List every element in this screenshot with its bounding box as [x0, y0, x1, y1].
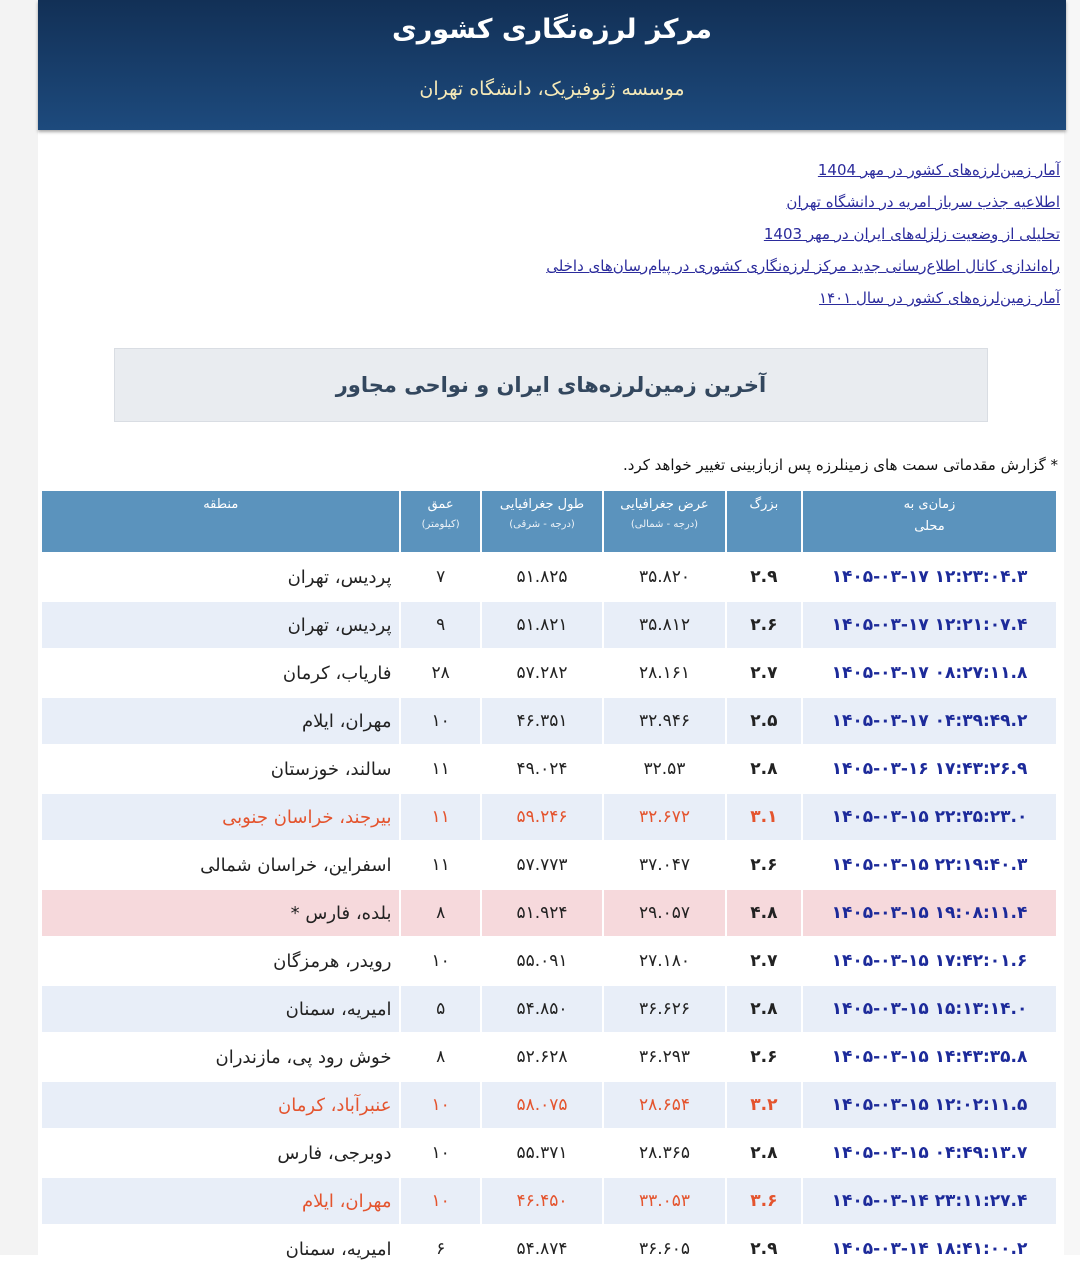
region-cell: پردیس، تهران: [42, 602, 399, 648]
latitude-cell: ۲۸.۶۵۴: [604, 1082, 724, 1128]
event-time-cell: ۱۴۰۵-۰۳-۱۷ ۱۲:۲۳:۰۴.۳: [803, 554, 1056, 600]
col-header-time: زمان‌ی به محلی: [803, 491, 1056, 552]
table-row[interactable]: [42, 794, 1056, 840]
depth-cell: ۹: [401, 602, 479, 648]
table-row[interactable]: [42, 842, 1056, 888]
region-cell: امیریه، سمنان: [42, 1226, 399, 1272]
region-cell: فاریاب، کرمان: [42, 650, 399, 696]
longitude-cell: ۴۶.۴۵۰: [482, 1178, 602, 1224]
magnitude-cell: ۲.۹: [727, 1226, 801, 1272]
right-margin: [1064, 0, 1080, 1255]
region-cell: مهران، ایلام: [42, 1178, 399, 1224]
site-header: [38, 0, 1066, 130]
table-row[interactable]: [42, 1226, 1056, 1272]
event-time-cell: ۱۴۰۵-۰۳-۱۷ ۱۲:۲۱:۰۷.۴: [803, 602, 1056, 648]
table-row[interactable]: [42, 746, 1056, 792]
earthquake-table-body: [42, 554, 1056, 1272]
longitude-cell: ۵۴.۸۵۰: [482, 986, 602, 1032]
event-time-cell: ۱۴۰۵-۰۳-۱۵ ۱۹:۰۸:۱۱.۴: [803, 890, 1056, 936]
table-header-row: [42, 491, 1056, 552]
event-time-cell: ۱۴۰۵-۰۳-۱۷ ۰۴:۳۹:۴۹.۲: [803, 698, 1056, 744]
region-cell: اسفراین، خراسان شمالی: [42, 842, 399, 888]
preliminary-note: * گزارش مقدماتی سمت های زمینلرزه پس ازبازبینی تغییر خواهد کرد.: [623, 456, 1058, 474]
table-row[interactable]: [42, 890, 1056, 936]
magnitude-cell: ۲.۷: [727, 938, 801, 984]
event-time-cell: ۱۴۰۵-۰۳-۱۴ ۱۸:۴۱:۰۰.۲: [803, 1226, 1056, 1272]
depth-cell: ۱۰: [401, 1130, 479, 1176]
table-row[interactable]: [42, 1082, 1056, 1128]
depth-cell: ۱۱: [401, 794, 479, 840]
site-title: مرکز لرزه‌نگاری کشوری: [392, 14, 712, 45]
left-margin: [0, 0, 38, 1255]
magnitude-cell: ۳.۶: [727, 1178, 801, 1224]
latitude-cell: ۲۷.۱۸۰: [604, 938, 724, 984]
depth-cell: ۵: [401, 986, 479, 1032]
latitude-cell: ۳۵.۸۲۰: [604, 554, 724, 600]
longitude-cell: ۵۲.۶۲۸: [482, 1034, 602, 1080]
region-cell: سالند، خوزستان: [42, 746, 399, 792]
latitude-cell: ۳۷.۰۴۷: [604, 842, 724, 888]
latitude-cell: ۲۹.۰۵۷: [604, 890, 724, 936]
col-header-region: منطقه: [42, 491, 399, 552]
latitude-cell: ۳۲.۹۴۶: [604, 698, 724, 744]
region-cell: پردیس، تهران: [42, 554, 399, 600]
magnitude-cell: ۲.۷: [727, 650, 801, 696]
depth-cell: ۲۸: [401, 650, 479, 696]
longitude-cell: ۵۱.۸۲۱: [482, 602, 602, 648]
longitude-cell: ۵۷.۲۸۲: [482, 650, 602, 696]
event-time-cell: ۱۴۰۵-۰۳-۱۵ ۱۵:۱۳:۱۴.۰: [803, 986, 1056, 1032]
main-content: [40, 130, 1064, 1260]
depth-cell: ۶: [401, 1226, 479, 1272]
table-row[interactable]: [42, 986, 1056, 1032]
longitude-cell: ۵۵.۳۷۱: [482, 1130, 602, 1176]
table-row[interactable]: [42, 1130, 1056, 1176]
event-time-cell: ۱۴۰۵-۰۳-۱۶ ۱۷:۴۳:۲۶.۹: [803, 746, 1056, 792]
depth-cell: ۱۰: [401, 1082, 479, 1128]
region-cell: خوش رود پی، مازندران: [42, 1034, 399, 1080]
latitude-cell: ۳۲.۶۷۲: [604, 794, 724, 840]
latitude-cell: ۳۳.۰۵۳: [604, 1178, 724, 1224]
event-time-cell: ۱۴۰۵-۰۳-۱۵ ۲۲:۳۵:۲۳.۰: [803, 794, 1056, 840]
latitude-cell: ۲۸.۱۶۱: [604, 650, 724, 696]
table-row[interactable]: [42, 602, 1056, 648]
region-cell: مهران، ایلام: [42, 698, 399, 744]
depth-cell: ۸: [401, 890, 479, 936]
col-header-latitude: عرض جغرافیایی (درجه - شمالی): [604, 491, 724, 552]
event-time-cell: ۱۴۰۵-۰۳-۱۵ ۱۲:۰۲:۱۱.۵: [803, 1082, 1056, 1128]
region-cell: رویدر، هرمزگان: [42, 938, 399, 984]
region-cell: امیریه، سمنان: [42, 986, 399, 1032]
latitude-cell: ۳۶.۶۲۶: [604, 986, 724, 1032]
longitude-cell: ۵۸.۰۷۵: [482, 1082, 602, 1128]
magnitude-cell: ۲.۸: [727, 746, 801, 792]
depth-cell: ۱۱: [401, 746, 479, 792]
depth-cell: ۱۰: [401, 698, 479, 744]
table-row[interactable]: [42, 1034, 1056, 1080]
latitude-cell: ۳۶.۲۹۳: [604, 1034, 724, 1080]
col-header-magnitude: بزرگ: [727, 491, 801, 552]
magnitude-cell: ۲.۵: [727, 698, 801, 744]
site-subtitle: موسسه ژئوفیزیک، دانشگاه تهران: [419, 78, 685, 100]
region-cell: بلده، فارس *: [42, 890, 399, 936]
table-row[interactable]: [42, 938, 1056, 984]
longitude-cell: ۵۷.۷۷۳: [482, 842, 602, 888]
table-row[interactable]: [42, 1178, 1056, 1224]
news-links: [60, 154, 1060, 314]
news-link-monthly-stats-1404[interactable]: آمار زمین‌لرزه‌های کشور در مهر 1404: [817, 161, 1060, 179]
region-cell: دوبرجی، فارس: [42, 1130, 399, 1176]
event-time-cell: ۱۴۰۵-۰۳-۱۴ ۲۳:۱۱:۲۷.۴: [803, 1178, 1056, 1224]
latitude-cell: ۳۶.۶۰۵: [604, 1226, 724, 1272]
magnitude-cell: ۳.۲: [727, 1082, 801, 1128]
magnitude-cell: ۲.۶: [727, 1034, 801, 1080]
depth-cell: ۸: [401, 1034, 479, 1080]
magnitude-cell: ۲.۹: [727, 554, 801, 600]
news-link-yearly-stats-1401[interactable]: آمار زمین‌لرزه‌های کشور در سال ۱۴۰۱: [819, 289, 1060, 307]
longitude-cell: ۴۹.۰۲۴: [482, 746, 602, 792]
magnitude-cell: ۲.۶: [727, 842, 801, 888]
event-time-cell: ۱۴۰۵-۰۳-۱۵ ۱۷:۴۲:۰۱.۶: [803, 938, 1056, 984]
earthquake-table: [40, 489, 1058, 1274]
news-link-analysis-1403[interactable]: تحلیلی از وضعیت زلزله‌های ایران در مهر 1403: [763, 225, 1060, 243]
region-cell: عنبرآباد، کرمان: [42, 1082, 399, 1128]
depth-cell: ۱۰: [401, 938, 479, 984]
latitude-cell: ۳۲.۵۳: [604, 746, 724, 792]
magnitude-cell: ۳.۱: [727, 794, 801, 840]
col-header-depth: عمق (کیلومتر): [401, 491, 479, 552]
longitude-cell: ۵۵.۰۹۱: [482, 938, 602, 984]
event-time-cell: ۱۴۰۵-۰۳-۱۵ ۰۴:۴۹:۱۳.۷: [803, 1130, 1056, 1176]
region-cell: بیرجند، خراسان جنوبی: [42, 794, 399, 840]
table-row[interactable]: [42, 554, 1056, 600]
latitude-cell: ۳۵.۸۱۲: [604, 602, 724, 648]
longitude-cell: ۵۱.۸۲۵: [482, 554, 602, 600]
magnitude-cell: ۲.۸: [727, 1130, 801, 1176]
news-link-new-channel[interactable]: راه‌اندازی کانال اطلاع‌رسانی جدید مرکز لرزه‌نگاری کشوری در پیام‌رسان‌های داخلی: [546, 257, 1060, 275]
event-time-cell: ۱۴۰۵-۰۳-۱۷ ۰۸:۲۷:۱۱.۸: [803, 650, 1056, 696]
longitude-cell: ۴۶.۳۵۱: [482, 698, 602, 744]
magnitude-cell: ۴.۸: [727, 890, 801, 936]
longitude-cell: ۵۱.۹۲۴: [482, 890, 602, 936]
magnitude-cell: ۲.۸: [727, 986, 801, 1032]
longitude-cell: ۵۴.۸۷۴: [482, 1226, 602, 1272]
depth-cell: ۷: [401, 554, 479, 600]
event-time-cell: ۱۴۰۵-۰۳-۱۵ ۱۴:۴۳:۳۵.۸: [803, 1034, 1056, 1080]
event-time-cell: ۱۴۰۵-۰۳-۱۵ ۲۲:۱۹:۴۰.۳: [803, 842, 1056, 888]
magnitude-cell: ۲.۶: [727, 602, 801, 648]
longitude-cell: ۵۹.۲۴۶: [482, 794, 602, 840]
depth-cell: ۱۱: [401, 842, 479, 888]
news-link-conscription-notice[interactable]: اطلاعیه جذب سرباز امریه در دانشگاه تهران: [786, 193, 1060, 211]
table-row[interactable]: [42, 650, 1056, 696]
depth-cell: ۱۰: [401, 1178, 479, 1224]
section-title: آخرین زمین‌لرزه‌های ایران و نواحی مجاور: [114, 348, 988, 422]
latitude-cell: ۲۸.۳۶۵: [604, 1130, 724, 1176]
table-row[interactable]: [42, 698, 1056, 744]
col-header-longitude: طول جغرافیایی (درجه - شرقی): [482, 491, 602, 552]
